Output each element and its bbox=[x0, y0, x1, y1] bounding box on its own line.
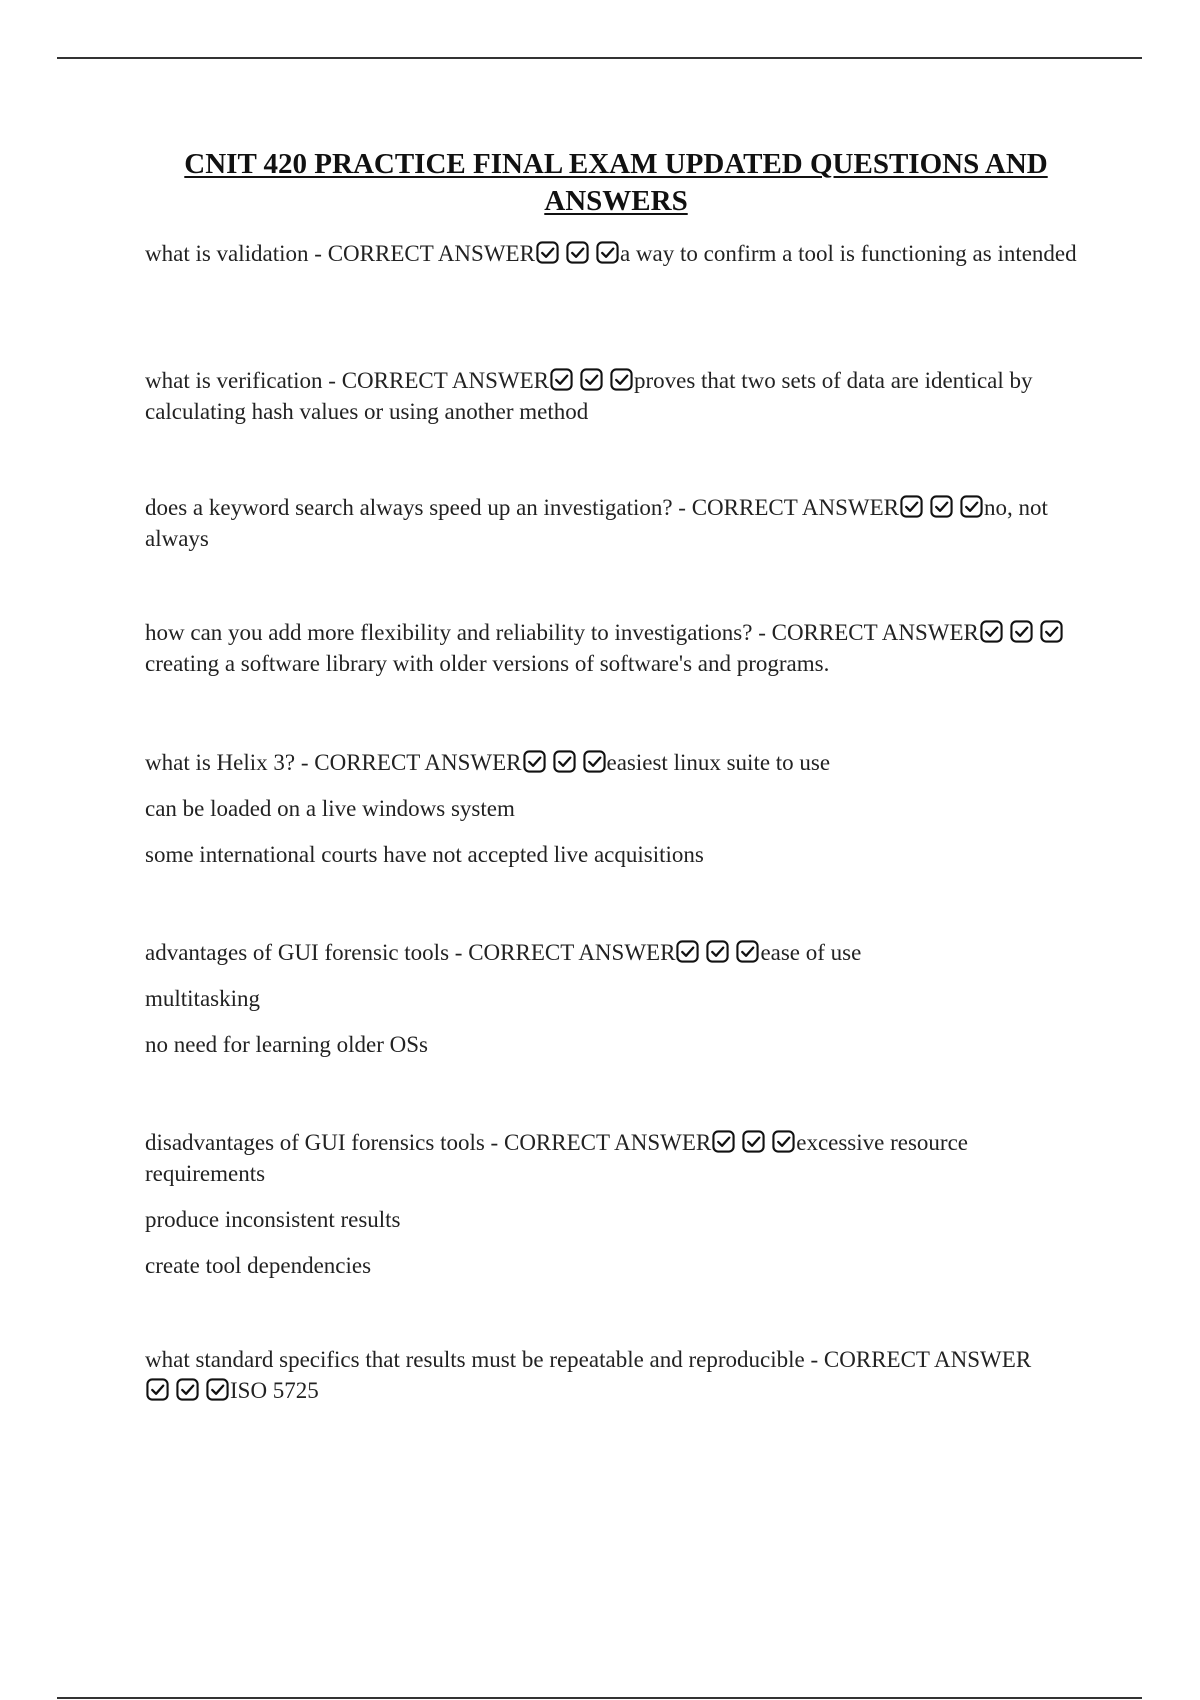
qa-item-verification bbox=[145, 365, 1080, 427]
question-text: advantages of GUI forensic tools - bbox=[145, 940, 469, 965]
question-text: does a keyword search always speed up an investigation? - bbox=[145, 495, 692, 520]
qa-item-iso-standard bbox=[145, 1344, 1080, 1406]
top-rule bbox=[57, 57, 1142, 59]
document-title-text: CNIT 420 PRACTICE FINAL EXAM UPDATED QUESTIONS AND ANSWERS bbox=[184, 148, 1048, 217]
answer-extra-line: create tool dependencies bbox=[145, 1253, 372, 1278]
checkbox-checked-icon bbox=[523, 750, 546, 773]
qa-item-helix bbox=[145, 747, 1080, 870]
qa-item-keyword-search bbox=[145, 492, 1080, 554]
check-icons bbox=[712, 1130, 795, 1153]
check-icons bbox=[900, 495, 983, 518]
answer-marker: CORRECT ANSWER bbox=[341, 368, 549, 393]
checkbox-checked-icon bbox=[1040, 620, 1063, 643]
answer-extra-line: multitasking bbox=[145, 986, 260, 1011]
check-icons bbox=[523, 750, 606, 773]
answer-marker: CORRECT ANSWER bbox=[691, 495, 899, 520]
qa-item-flexibility bbox=[145, 617, 1080, 679]
answer-text: excessive resource requirements bbox=[145, 1130, 969, 1186]
checkbox-checked-icon bbox=[610, 368, 633, 391]
checkbox-checked-icon bbox=[580, 368, 603, 391]
question-text: how can you add more flexibility and reliability to investigations? - bbox=[145, 620, 772, 645]
answer-extra-line: some international courts have not accepted live acquisitions bbox=[145, 842, 704, 867]
answer-extra-line: produce inconsistent results bbox=[145, 1207, 401, 1232]
checkbox-checked-icon bbox=[206, 1378, 229, 1401]
answer-marker: CORRECT ANSWER bbox=[314, 750, 522, 775]
qa-item-validation bbox=[145, 238, 1080, 269]
qa-item-gui-advantages bbox=[145, 937, 1080, 1060]
document-title bbox=[146, 146, 1086, 220]
checkbox-checked-icon bbox=[772, 1130, 795, 1153]
qa-line bbox=[145, 238, 1080, 269]
answer-text: proves that two sets of data are identical by calculating hash values or using another method bbox=[145, 368, 1033, 424]
qa-item-gui-disadvantages bbox=[145, 1127, 1080, 1281]
bottom-rule bbox=[57, 1697, 1142, 1699]
answer-marker: CORRECT ANSWER bbox=[503, 1130, 712, 1155]
checkbox-checked-icon bbox=[960, 495, 983, 518]
check-icons bbox=[550, 368, 633, 391]
checkbox-checked-icon bbox=[930, 495, 953, 518]
checkbox-checked-icon bbox=[553, 750, 576, 773]
checkbox-checked-icon bbox=[900, 495, 923, 518]
answer-marker: CORRECT ANSWER bbox=[468, 940, 676, 965]
qa-line bbox=[145, 1127, 1080, 1189]
answer-extra-line: no need for learning older OSs bbox=[145, 1032, 428, 1057]
answer-text: a way to confirm a tool is functioning as intended bbox=[619, 241, 1077, 266]
qa-line bbox=[145, 365, 1080, 427]
checkbox-checked-icon bbox=[742, 1130, 765, 1153]
answer-text: ISO 5725 bbox=[230, 1378, 319, 1403]
qa-line bbox=[145, 747, 1080, 778]
checkbox-checked-icon bbox=[596, 241, 619, 264]
checkbox-checked-icon bbox=[536, 241, 559, 264]
qa-line bbox=[145, 1344, 1080, 1406]
answer-text: easiest linux suite to use bbox=[606, 750, 831, 775]
check-icons bbox=[676, 940, 759, 963]
question-text: what is verification - bbox=[145, 368, 342, 393]
checkbox-checked-icon bbox=[550, 368, 573, 391]
question-text: what is validation - bbox=[145, 241, 328, 266]
checkbox-checked-icon bbox=[736, 940, 759, 963]
answer-text: ease of use bbox=[760, 940, 862, 965]
check-icons bbox=[980, 620, 1063, 643]
checkbox-checked-icon bbox=[706, 940, 729, 963]
checkbox-checked-icon bbox=[1010, 620, 1033, 643]
checkbox-checked-icon bbox=[583, 750, 606, 773]
checkbox-checked-icon bbox=[146, 1378, 169, 1401]
checkbox-checked-icon bbox=[676, 940, 699, 963]
answer-extra-line: can be loaded on a live windows system bbox=[145, 796, 515, 821]
qa-line bbox=[145, 937, 1080, 968]
checkbox-checked-icon bbox=[712, 1130, 735, 1153]
qa-line bbox=[145, 492, 1080, 554]
checkbox-checked-icon bbox=[980, 620, 1003, 643]
question-text: what is Helix 3? - bbox=[145, 750, 315, 775]
question-text: disadvantages of GUI forensics tools - bbox=[145, 1130, 504, 1155]
checkbox-checked-icon bbox=[176, 1378, 199, 1401]
check-icons bbox=[146, 1378, 229, 1401]
check-icons bbox=[536, 241, 619, 264]
checkbox-checked-icon bbox=[566, 241, 589, 264]
answer-marker: CORRECT ANSWER bbox=[327, 241, 535, 266]
answer-marker: CORRECT ANSWER bbox=[771, 620, 979, 645]
qa-line bbox=[145, 617, 1080, 679]
answer-text: creating a software library with older versions of software's and programs. bbox=[145, 651, 830, 676]
answer-text: no, not always bbox=[145, 495, 1048, 551]
question-text: what standard specifics that results must be repeatable and reproducible - bbox=[145, 1347, 824, 1372]
answer-marker: CORRECT ANSWER bbox=[823, 1347, 1032, 1372]
